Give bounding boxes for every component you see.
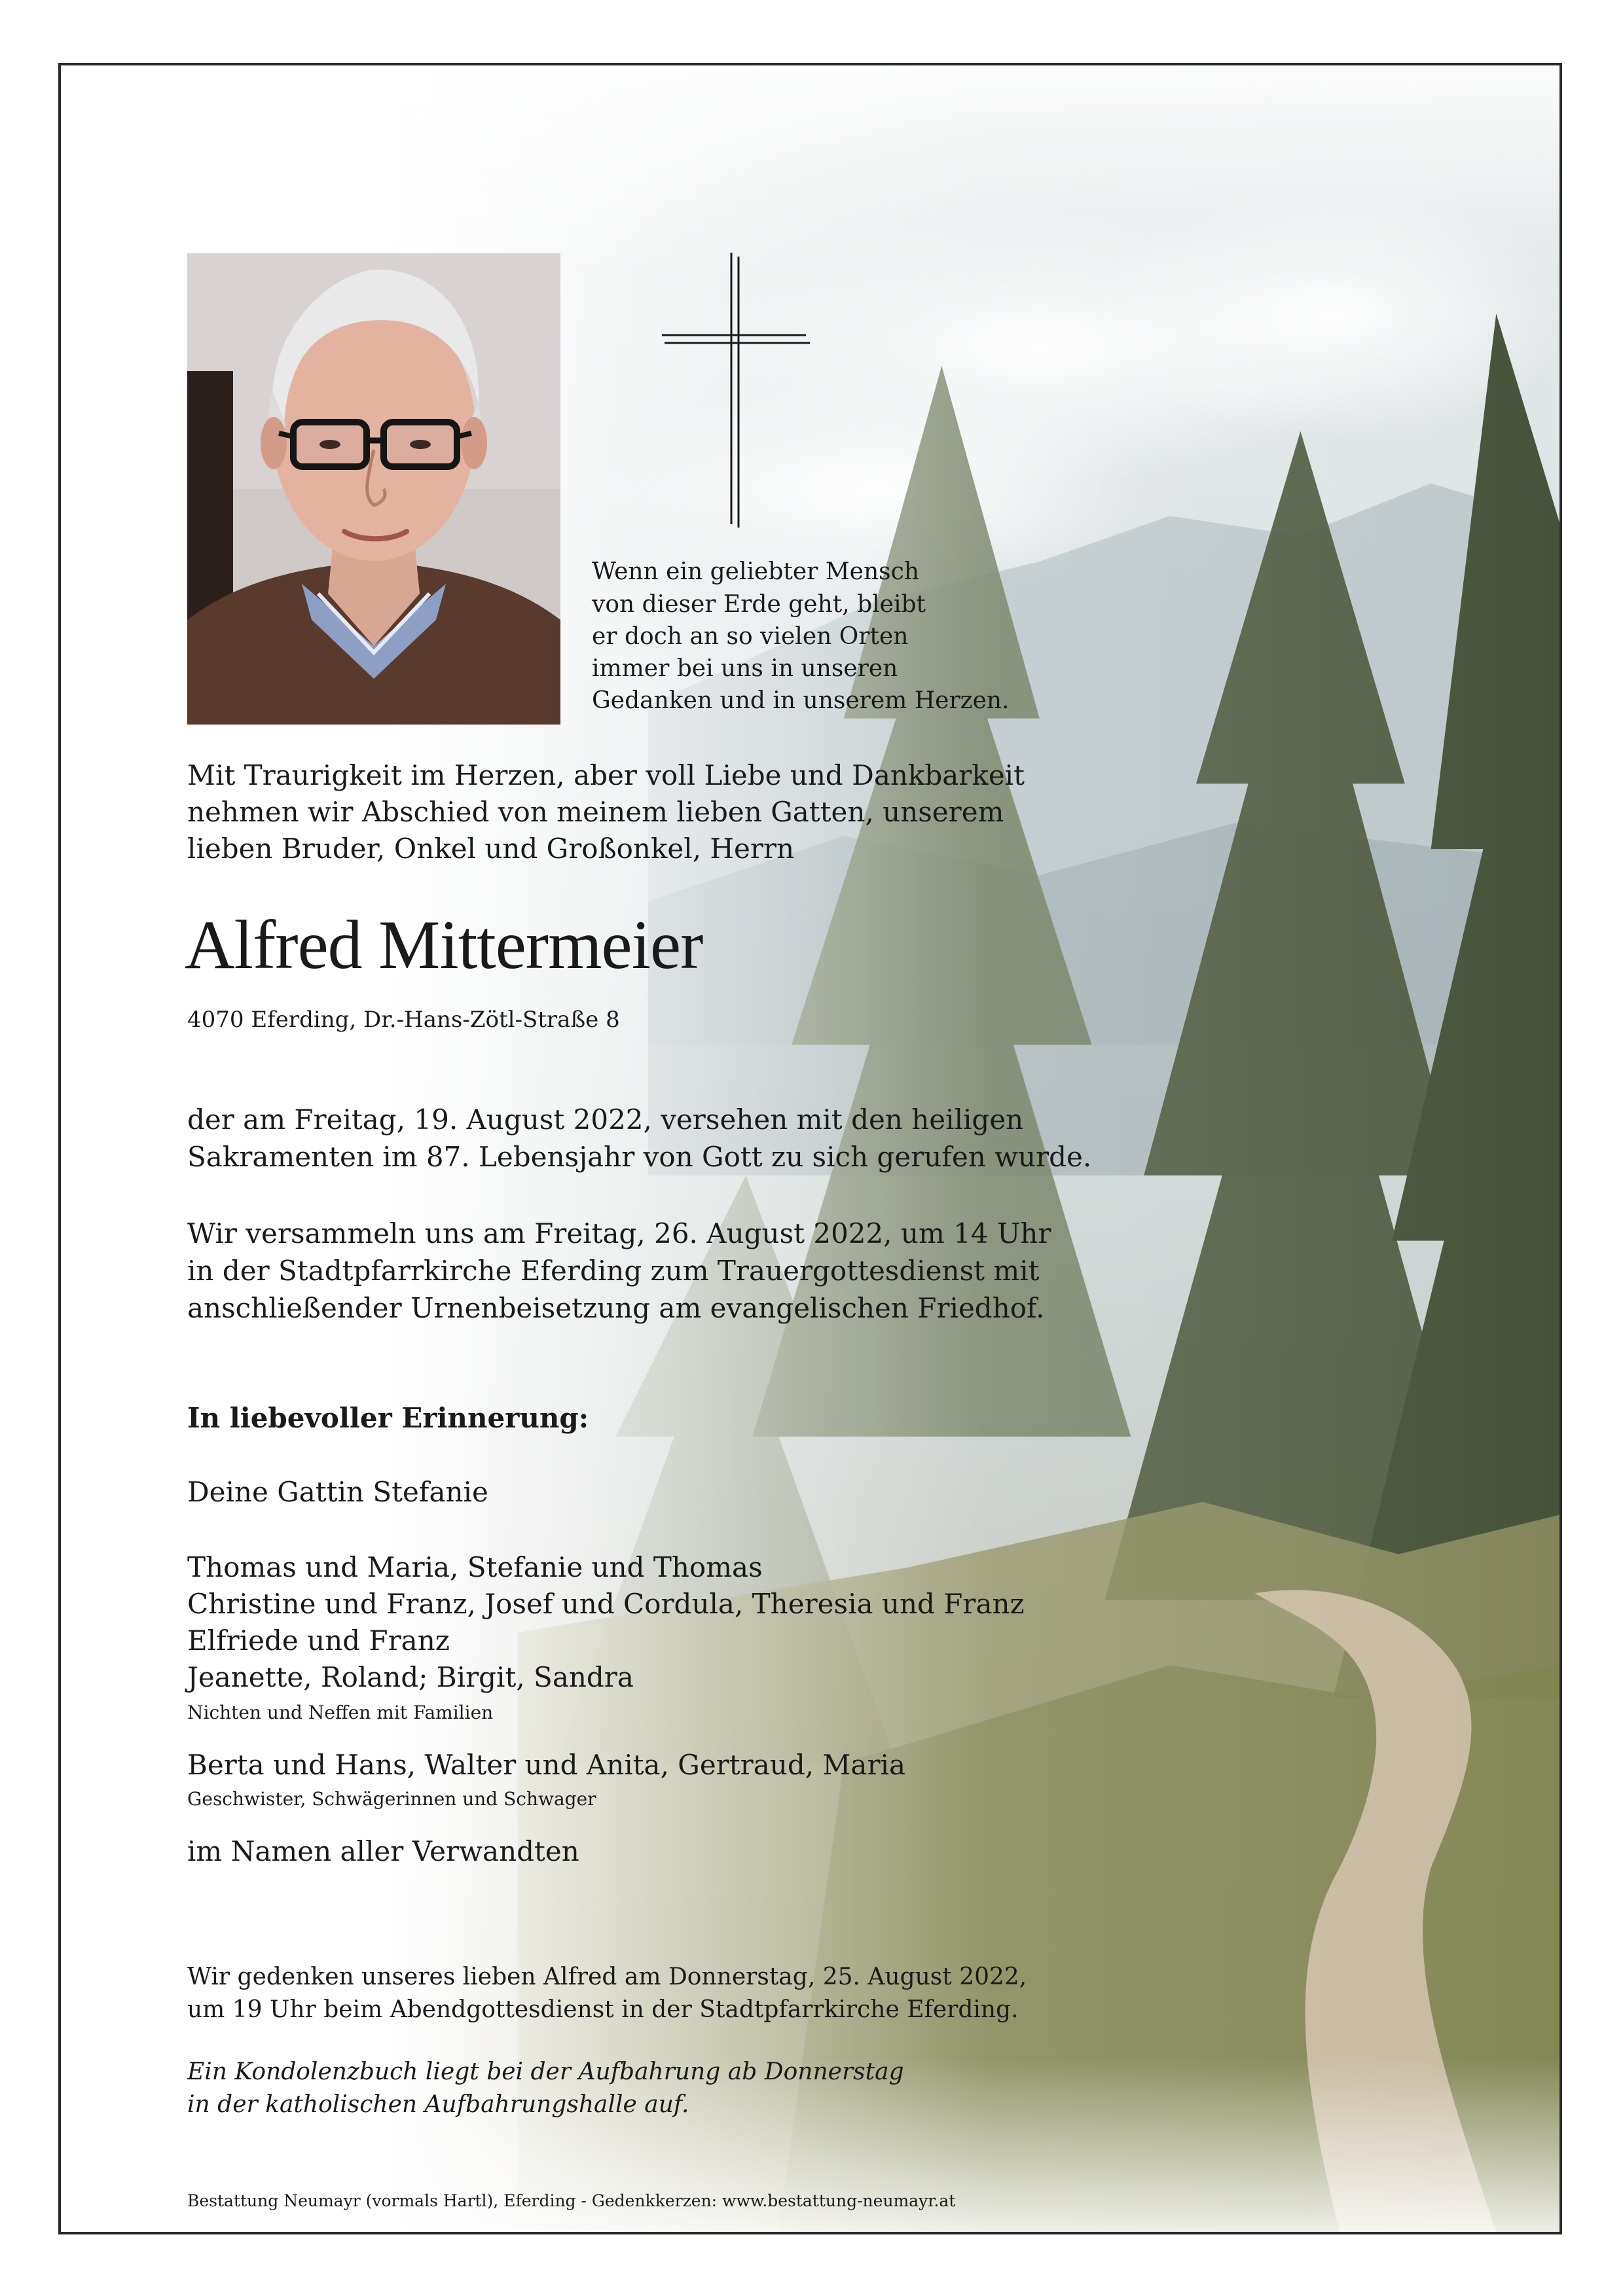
poem-line: Gedanken und in unserem Herzen. [592,687,1010,714]
death-notice-line: Sakramenten im 87. Lebensjahr von Gott zu sich gerufen wurde. [187,1141,1092,1173]
intro-line: lieben Bruder, Onkel und Großonkel, Herrn [187,833,795,865]
service-line: anschließender Urnenbeisetzung am evangelischen Friedhof. [187,1292,1045,1324]
condolence-line: Ein Kondolenzbuch liegt bei der Aufbahrung ab Donnerstag [187,2058,904,2085]
family-line: Elfriede und Franz [187,1624,450,1657]
poem-line: immer bei uns in unseren [592,655,898,682]
condolence-line: in der katholischen Aufbahrungshalle auf. [187,2091,689,2118]
family-line: Thomas und Maria, Stefanie und Thomas [187,1551,763,1583]
family-caption: Nichten und Neffen mit Familien [187,1702,494,1723]
memorial-line: um 19 Uhr beim Abendgottesdienst in der Stadtpfarrkirche Eferding. [187,1996,1019,2023]
spouse-line: Deine Gattin Stefanie [187,1476,488,1508]
service-line: in der Stadtpfarrkirche Eferding zum Trauergottesdienst mit [187,1255,1040,1287]
cross-icon [662,253,812,528]
family-line: Christine und Franz, Josef und Cordula, Theresia und Franz [187,1588,1025,1620]
memorial-line: Wir gedenken unseres lieben Alfred am Donnerstag, 25. August 2022, [187,1964,1027,1990]
notice-content [61,65,1559,2232]
notice-frame [58,63,1562,2234]
siblings-line: Berta und Hans, Walter und Anita, Gertraud, Maria [187,1749,906,1781]
death-notice-line: der am Freitag, 19. August 2022, versehen mit den heiligen [187,1103,1024,1136]
intro-line: nehmen wir Abschied von meinem lieben Gatten, unserem [187,796,1004,828]
poem-line: er doch an so vielen Orten [592,623,909,650]
closing-line: im Namen aller Verwandten [187,1835,579,1867]
deceased-name: Alfred Mittermeier [185,906,703,983]
poem-line: von dieser Erde geht, bleibt [592,591,926,618]
deceased-address: 4070 Eferding, Dr.-Hans-Zötl-Straße 8 [187,1007,620,1033]
family-line: Jeanette, Roland; Birgit, Sandra [187,1661,634,1693]
service-line: Wir versammeln uns am Freitag, 26. August 2022, um 14 Uhr [187,1217,1051,1249]
footer-text: Bestattung Neumayr (vormals Hartl), Eferding - Gedenkkerzen: www.bestattung-neumayr.at [187,2191,956,2210]
poem-line: Wenn ein geliebter Mensch [592,558,919,585]
siblings-caption: Geschwister, Schwägerinnen und Schwager [187,1788,596,1810]
intro-line: Mit Traurigkeit im Herzen, aber voll Liebe und Dankbarkeit [187,759,1025,791]
mourners-heading: In liebevoller Erinnerung: [187,1402,589,1434]
portrait-photo [187,253,560,725]
